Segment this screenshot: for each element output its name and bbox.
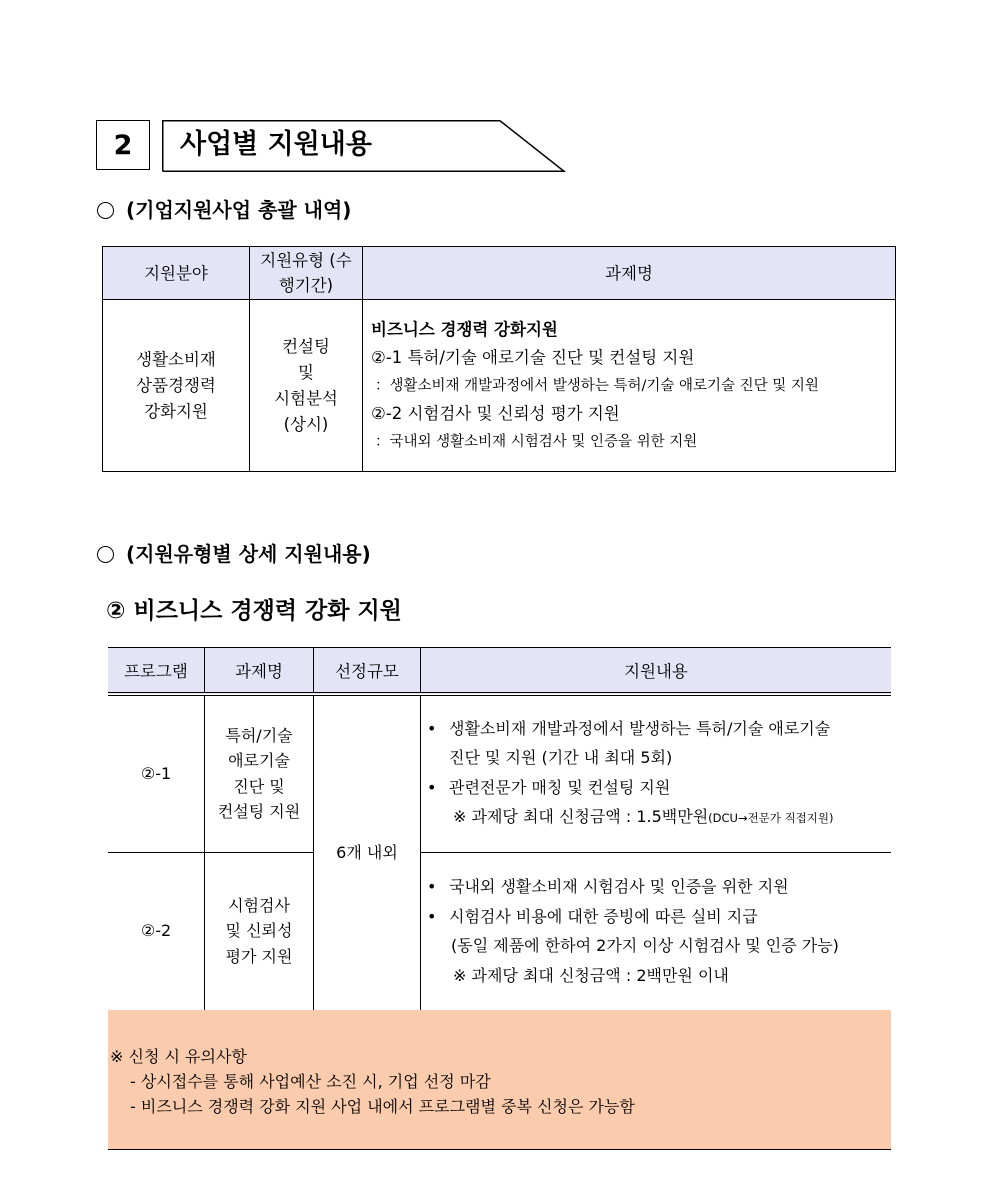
detail-table <box>108 647 891 1011</box>
task-title: 비즈니스 경쟁력 강화지원 <box>371 320 558 339</box>
task-2: ②-2 시험검사 및 신뢰성 평가 지원 <box>371 404 620 423</box>
detail-heading-text: (지원유형별 상세 지원내용) <box>126 542 371 566</box>
content-cell: • 국내외 생활소비재 시험검사 및 인증을 위한 지원 • 시험검사 비용에 대한 증빙에 따른 실비 지급 (동일 제품에 한하여 2가지 이상 시험검사 및 인증 가능) ※ 과제당 최대 신청금액 : 2백만원 이내 <box>421 852 892 1010</box>
section-number-box <box>96 120 150 170</box>
notice-title: ※ 신청 시 유의사항 <box>110 1047 247 1066</box>
detail-heading <box>97 540 371 568</box>
overview-heading-text: (기업지원사업 총괄 내역) <box>126 198 352 222</box>
task-1-note: ：생활소비재 개발과정에서 발생하는 특허/기술 애로기술 진단 및 지원 <box>375 378 819 394</box>
scale-cell: 6개 내외 <box>314 694 421 1010</box>
task-cell: 특허/기술 애로기술 진단 및 컨설팅 지원 <box>205 694 314 852</box>
circle-bullet-icon <box>97 546 114 563</box>
task-2-note: ：국내외 생활소비재 시험검사 및 인증을 위한 지원 <box>375 434 698 450</box>
notice-box <box>108 1010 891 1150</box>
section-number: 2 <box>113 129 133 161</box>
content-cell: • 생활소비재 개발과정에서 발생하는 특허/기술 애로기술 진단 및 지원 (기간 내 최대 5회) • 관련전문가 매칭 및 컨설팅 지원 ※ 과제당 최대 신청금액 : 1.5백만원(DCU→전문가 직접지원) <box>421 694 892 852</box>
overview-table <box>102 246 896 472</box>
task-1: ②-1 특허/기술 애로기술 진단 및 컨설팅 지원 <box>371 348 695 367</box>
type-cell: 컨설팅 및 시험분석 (상시) <box>250 300 363 472</box>
table-row <box>108 694 891 852</box>
overview-heading <box>97 196 351 224</box>
task-cell <box>363 300 896 472</box>
bullet-icon: • <box>427 906 437 926</box>
amount-note: ※ 과제당 최대 신청금액 : 2백만원 이내 <box>453 965 729 985</box>
program-cell: ②-1 <box>108 694 205 852</box>
section-title: 사업별 지원내용 <box>180 129 372 160</box>
header-scale: 선정규모 <box>314 648 421 695</box>
detail-subheading: ② 비즈니스 경쟁력 강화 지원 <box>106 598 402 624</box>
header-task: 과제명 <box>205 648 314 695</box>
header-type: 지원유형 (수행기간) <box>250 247 363 300</box>
circle-bullet-icon <box>97 202 114 219</box>
notice-line-1: - 상시접수를 통해 사업예산 소진 시, 기업 선정 마감 <box>130 1072 491 1091</box>
program-cell: ②-2 <box>108 852 205 1010</box>
bullet-icon: • <box>427 718 437 738</box>
header-field: 지원분야 <box>103 247 250 300</box>
header-content: 지원내용 <box>421 648 892 695</box>
table-row <box>108 852 891 1010</box>
notice-line-2: - 비즈니스 경쟁력 강화 지원 사업 내에서 프로그램별 중복 신청은 가능함 <box>130 1097 635 1116</box>
bullet-icon: • <box>427 877 437 896</box>
header-task: 과제명 <box>363 247 896 300</box>
field-cell: 생활소비재 상품경쟁력 강화지원 <box>103 300 250 472</box>
amount-note-detail: (DCU→전문가 직접지원) <box>708 811 834 826</box>
header-program: 프로그램 <box>108 648 205 695</box>
bullet-icon: • <box>427 777 437 797</box>
amount-note: ※ 과제당 최대 신청금액 : 1.5백만원 <box>453 807 709 827</box>
task-cell: 시험검사 및 신뢰성 평가 지원 <box>205 852 314 1010</box>
